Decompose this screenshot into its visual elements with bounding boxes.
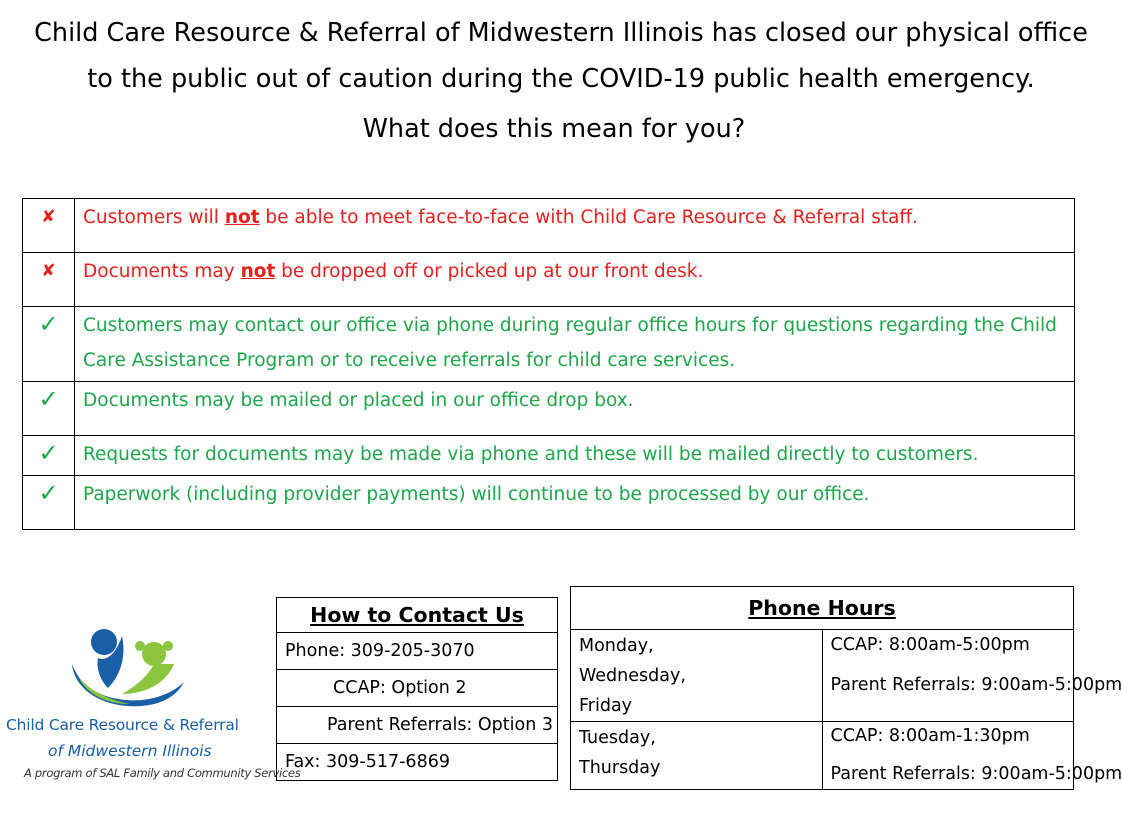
contact-ccap-option: CCAP: Option 2 xyxy=(277,670,558,707)
status-row xyxy=(23,476,1075,530)
status-row xyxy=(23,382,1075,436)
status-text: Requests for documents may be made via phone and these will be mailed directly to customers. xyxy=(75,436,1075,476)
status-row xyxy=(23,436,1075,476)
logo-name: Child Care Resource & Referral xyxy=(6,716,239,734)
heading-line-1: Child Care Resource & Referral of Midwestern Illinois has closed our physical office xyxy=(34,18,1088,48)
logo-subname: of Midwestern Illinois xyxy=(48,742,212,760)
contact-phone: Phone: 309-205-3070 xyxy=(277,633,558,670)
hours-times xyxy=(822,630,1122,722)
hours-days: Tuesday, Thursday xyxy=(571,722,823,790)
contact-box xyxy=(276,597,558,781)
contact-parent-option: Parent Referrals: Option 3 xyxy=(277,707,558,744)
hours-days: Monday, Wednesday, Friday xyxy=(571,630,823,722)
status-row xyxy=(23,307,1075,382)
organization-logo xyxy=(0,624,301,789)
phone-hours-title: Phone Hours xyxy=(571,587,1074,630)
hours-parent: Parent Referrals: 9:00am-5:00pm xyxy=(830,675,1122,695)
contact-fax: Fax: 309-517-6869 xyxy=(277,744,558,781)
hours-times xyxy=(822,722,1122,790)
status-text: Documents may be mailed or placed in our office drop box. xyxy=(75,382,1075,436)
check-icon: ✓ xyxy=(38,439,59,467)
status-text: Documents may not be dropped off or picked up at our front desk. xyxy=(75,253,1075,307)
hours-parent: Parent Referrals: 9:00am-5:00pm xyxy=(830,764,1122,784)
contact-title: How to Contact Us xyxy=(277,598,558,633)
question-heading: What does this mean for you? xyxy=(362,114,746,144)
emphasis-not: not xyxy=(224,207,260,228)
status-text: Customers may contact our office via phone during regular office hours for questions regarding the Child Care Assistance Program or to receive referrals for child care services. xyxy=(75,307,1075,382)
hours-row xyxy=(571,722,1074,790)
heading-line-2: to the public out of caution during the COVID-19 public health emergency. xyxy=(87,64,1035,94)
emphasis-not: not xyxy=(240,261,276,282)
phone-hours-box xyxy=(570,586,1122,790)
check-icon: ✓ xyxy=(38,385,59,413)
hours-ccap: CCAP: 8:00am-1:30pm xyxy=(830,726,1030,746)
hours-ccap: CCAP: 8:00am-5:00pm xyxy=(830,635,1030,655)
status-row xyxy=(23,199,1075,253)
status-text: Paperwork (including provider payments) will continue to be processed by our office. xyxy=(75,476,1075,530)
check-icon: ✓ xyxy=(38,310,59,338)
status-text: Customers will not be able to meet face-to-face with Child Care Resource & Referral staff. xyxy=(75,199,1075,253)
logo-tagline: A program of SAL Family and Community Services xyxy=(24,766,301,780)
page-heading xyxy=(0,10,1122,102)
x-icon: ✘ xyxy=(41,261,56,281)
hours-row xyxy=(571,630,1074,722)
x-icon: ✘ xyxy=(41,207,56,227)
check-icon: ✓ xyxy=(38,479,59,507)
status-table xyxy=(22,198,1075,530)
status-row xyxy=(23,253,1075,307)
logo-figures-icon xyxy=(70,624,194,712)
